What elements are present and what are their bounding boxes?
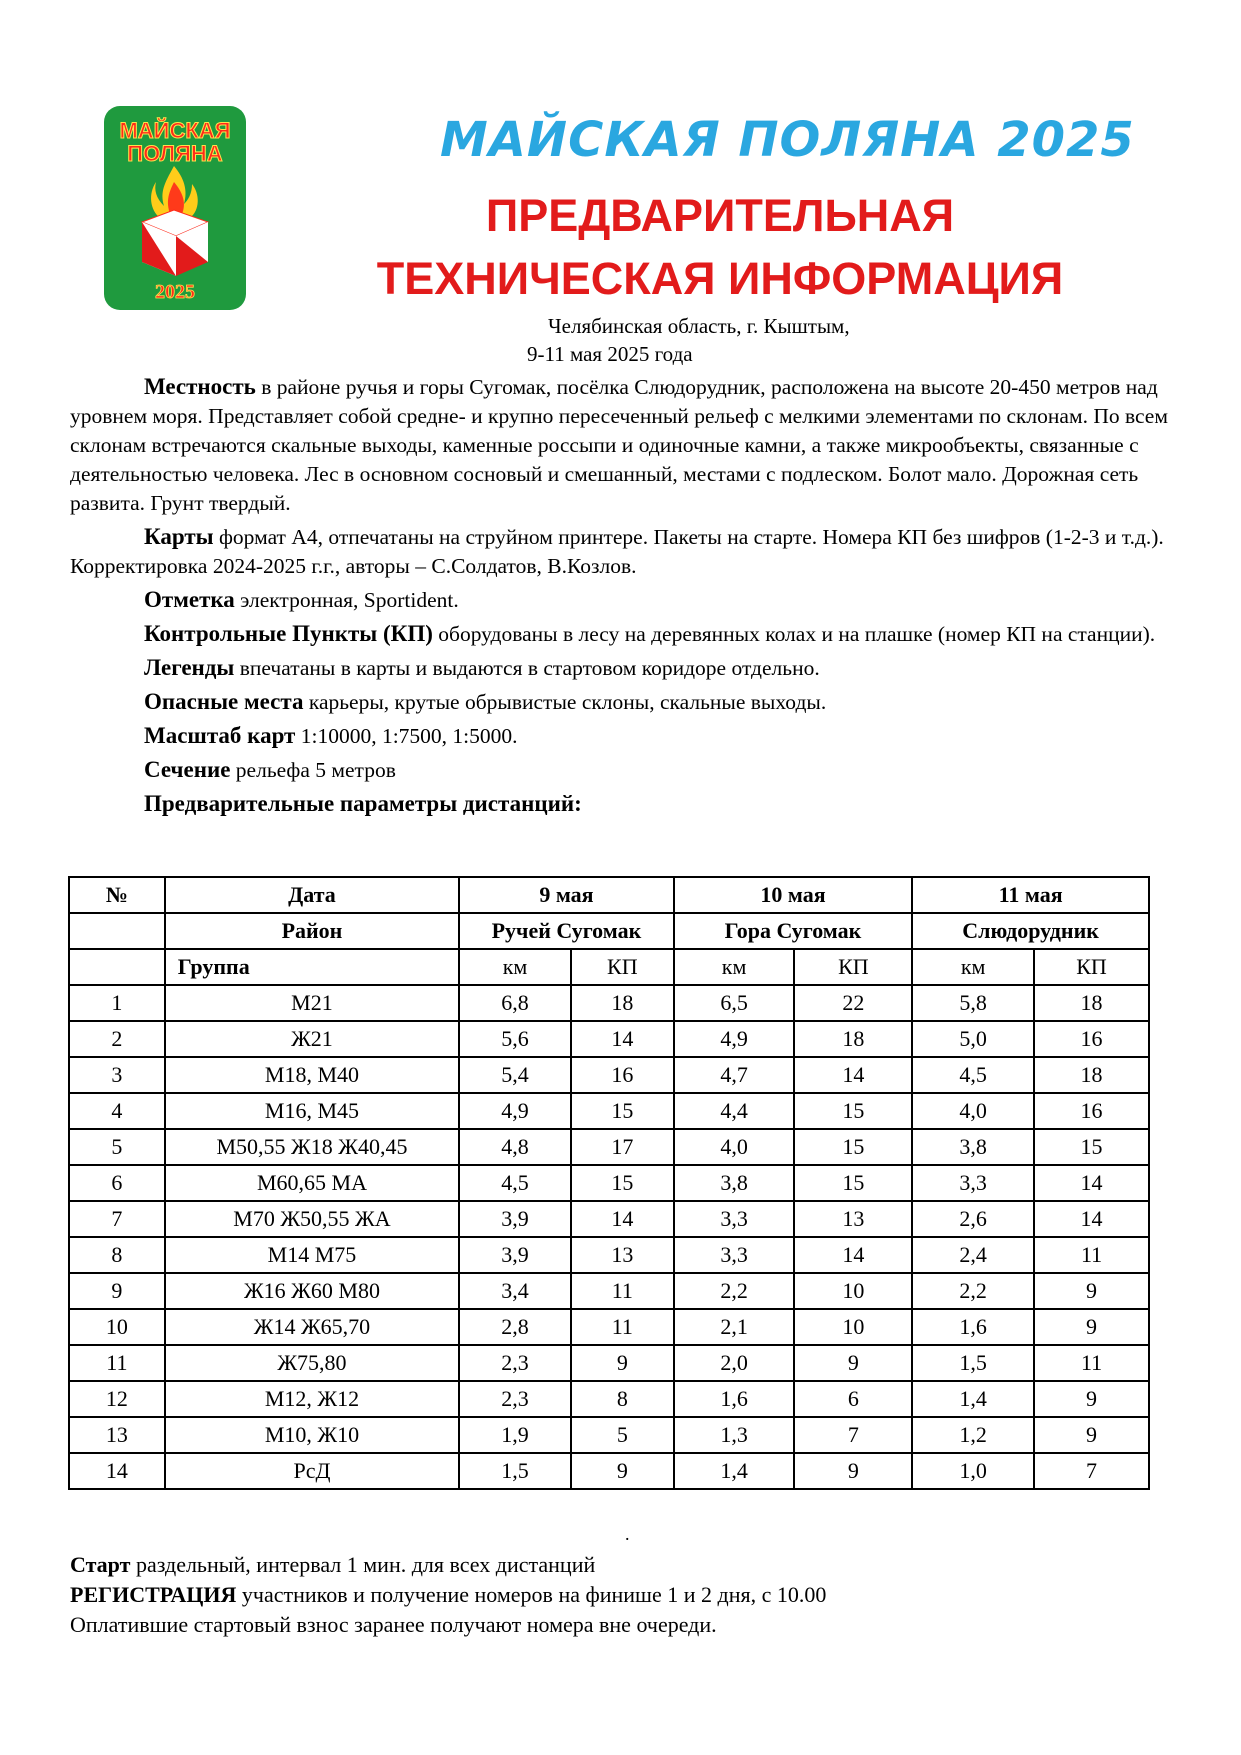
section-maps — [70, 522, 1182, 581]
row-group: М14 М75 — [165, 1237, 459, 1273]
header-no: № — [69, 877, 165, 913]
row-group: М18, М40 — [165, 1057, 459, 1093]
header-area: Район — [165, 913, 459, 949]
row-day1-kp: 13 — [571, 1237, 674, 1273]
row-day2-kp: 14 — [794, 1237, 912, 1273]
header-empty — [69, 949, 165, 985]
row-day2-km: 3,3 — [674, 1237, 795, 1273]
row-day1-kp: 17 — [571, 1129, 674, 1165]
row-day3-kp: 9 — [1034, 1273, 1149, 1309]
row-day3-kp: 18 — [1034, 985, 1149, 1021]
row-group: Ж21 — [165, 1021, 459, 1057]
table-body — [69, 985, 1149, 1489]
row-day2-kp: 13 — [794, 1201, 912, 1237]
table-row — [69, 1129, 1149, 1165]
row-day3-km: 5,0 — [912, 1021, 1034, 1057]
header-date: Дата — [165, 877, 459, 913]
section-text: оборудованы в лесу на деревянных колах и на плашке (номер КП на станции). — [432, 622, 1156, 646]
row-day2-kp: 9 — [794, 1345, 912, 1381]
section-label: Отметка — [144, 587, 235, 612]
row-day2-km: 4,4 — [674, 1093, 795, 1129]
row-day2-km: 1,3 — [674, 1417, 795, 1453]
logo-year: 2025 — [155, 281, 195, 303]
row-day2-km: 3,3 — [674, 1201, 795, 1237]
row-number: 7 — [69, 1201, 165, 1237]
row-day2-km: 6,5 — [674, 985, 795, 1021]
header-day2-area: Гора Сугомак — [674, 913, 913, 949]
section-text: электронная, Sportident. — [234, 588, 459, 612]
row-day3-kp: 16 — [1034, 1093, 1149, 1129]
logo-line1: МАЙСКАЯ — [119, 118, 231, 143]
section-label: Масштаб карт — [144, 723, 296, 748]
event-location: Челябинская область, г. Кыштым, — [548, 314, 850, 338]
row-day2-km: 4,9 — [674, 1021, 795, 1057]
row-number: 13 — [69, 1417, 165, 1453]
row-group: М50,55 Ж18 Ж40,45 — [165, 1129, 459, 1165]
doc-title-line1: ПРЕДВАРИТЕЛЬНАЯ — [485, 190, 955, 241]
row-day1-km: 6,8 — [459, 985, 571, 1021]
row-day3-kp: 16 — [1034, 1021, 1149, 1057]
row-day2-km: 4,0 — [674, 1129, 795, 1165]
row-day3-kp: 7 — [1034, 1453, 1149, 1489]
row-day2-kp: 18 — [794, 1021, 912, 1057]
row-group: Ж16 Ж60 М80 — [165, 1273, 459, 1309]
row-day2-kp: 15 — [794, 1165, 912, 1201]
section-text: рельефа 5 метров — [230, 758, 396, 782]
table-row — [69, 1237, 1149, 1273]
row-day1-kp: 16 — [571, 1057, 674, 1093]
row-number: 10 — [69, 1309, 165, 1345]
row-day1-kp: 11 — [571, 1309, 674, 1345]
section-label: Местность — [144, 374, 256, 399]
row-day3-kp: 14 — [1034, 1201, 1149, 1237]
row-day3-kp: 11 — [1034, 1237, 1149, 1273]
row-day3-kp: 9 — [1034, 1309, 1149, 1345]
row-day2-km: 2,1 — [674, 1309, 795, 1345]
row-day2-kp: 9 — [794, 1453, 912, 1489]
row-day1-kp: 9 — [571, 1453, 674, 1489]
row-number: 14 — [69, 1453, 165, 1489]
section-controls — [70, 619, 1182, 649]
row-day1-km: 1,9 — [459, 1417, 571, 1453]
table-row — [69, 1201, 1149, 1237]
table-header-row-units — [69, 949, 1149, 985]
row-day1-km: 3,4 — [459, 1273, 571, 1309]
row-day3-kp: 18 — [1034, 1057, 1149, 1093]
header-day2-kp: КП — [794, 949, 912, 985]
row-day3-km: 1,4 — [912, 1381, 1034, 1417]
row-day2-kp: 15 — [794, 1129, 912, 1165]
row-day2-km: 2,0 — [674, 1345, 795, 1381]
row-day3-km: 1,0 — [912, 1453, 1034, 1489]
row-day3-kp: 11 — [1034, 1345, 1149, 1381]
footer-info — [70, 1550, 1190, 1640]
section-label: Сечение — [144, 757, 231, 782]
row-group: Ж75,80 — [165, 1345, 459, 1381]
section-label: Карты — [144, 524, 214, 549]
start-line — [70, 1550, 1190, 1580]
row-day1-km: 5,6 — [459, 1021, 571, 1057]
row-day2-kp: 14 — [794, 1057, 912, 1093]
row-group: М16, М45 — [165, 1093, 459, 1129]
header-day1-date: 9 мая — [459, 877, 674, 913]
event-title: МАЙСКАЯ ПОЛЯНА 2025 — [440, 112, 1135, 168]
table-header-row-date — [69, 877, 1149, 913]
section-text: формат А4, отпечатаны на струйном принтере. Пакеты на старте. Номера КП без шифров (1-2-3 и т.д.). Корректировка 2024-2025 г.г., авторы – С.Солдатов, В.Козлов. — [70, 525, 1164, 578]
registration-line — [70, 1580, 1190, 1610]
row-day3-km: 4,0 — [912, 1093, 1034, 1129]
header-group: Группа — [165, 949, 459, 985]
table-row — [69, 1057, 1149, 1093]
row-day2-km: 1,6 — [674, 1381, 795, 1417]
row-day3-km: 5,8 — [912, 985, 1034, 1021]
header-day3-date: 11 мая — [912, 877, 1149, 913]
row-group: М70 Ж50,55 ЖА — [165, 1201, 459, 1237]
section-label: Контрольные Пункты (КП) — [144, 621, 433, 646]
section-text: 1:10000, 1:7500, 1:5000. — [295, 724, 518, 748]
row-day1-km: 2,3 — [459, 1345, 571, 1381]
registration-label: РЕГИСТРАЦИЯ — [70, 1582, 237, 1607]
row-day3-kp: 14 — [1034, 1165, 1149, 1201]
row-day3-km: 1,6 — [912, 1309, 1034, 1345]
row-day3-km: 4,5 — [912, 1057, 1034, 1093]
section-punching — [70, 585, 1182, 615]
table-row — [69, 1165, 1149, 1201]
row-day3-km: 2,6 — [912, 1201, 1034, 1237]
row-day1-kp: 14 — [571, 1021, 674, 1057]
row-number: 5 — [69, 1129, 165, 1165]
row-day1-kp: 5 — [571, 1417, 674, 1453]
row-day3-km: 2,4 — [912, 1237, 1034, 1273]
row-day3-kp: 9 — [1034, 1381, 1149, 1417]
logo-line2: ПОЛЯНА — [127, 141, 223, 166]
row-day2-kp: 10 — [794, 1273, 912, 1309]
row-day2-km: 2,2 — [674, 1273, 795, 1309]
row-number: 3 — [69, 1057, 165, 1093]
doc-title-line2: ТЕХНИЧЕСКАЯ ИНФОРМАЦИЯ — [376, 253, 1064, 304]
row-day1-kp: 18 — [571, 985, 674, 1021]
event-logo — [104, 106, 246, 310]
header-day3-area: Слюдорудник — [912, 913, 1149, 949]
row-day1-kp: 8 — [571, 1381, 674, 1417]
header-day1-km: км — [459, 949, 571, 985]
row-day3-kp: 15 — [1034, 1129, 1149, 1165]
row-day3-km: 3,3 — [912, 1165, 1034, 1201]
header-day2-km: км — [674, 949, 795, 985]
event-dates: 9-11 мая 2025 года — [527, 342, 693, 366]
row-day1-km: 1,5 — [459, 1453, 571, 1489]
section-scale — [70, 721, 1182, 751]
row-day1-kp: 15 — [571, 1165, 674, 1201]
info-body — [70, 372, 1182, 819]
table-row — [69, 1309, 1149, 1345]
row-day3-kp: 9 — [1034, 1417, 1149, 1453]
section-legends — [70, 653, 1182, 683]
row-number: 11 — [69, 1345, 165, 1381]
header-day3-km: км — [912, 949, 1034, 985]
header-day1-area: Ручей Сугомак — [459, 913, 674, 949]
section-label: Легенды — [144, 655, 235, 680]
section-text: в районе ручья и горы Сугомак, посёлка Слюдорудник, расположена на высоте 20-450 метров над уровнем моря. Представляет собой средне- и крупно пересеченный рельеф с мелкими элементами по склонам. По всем склонам встречаются скальные выходы, каменные россыпи и одиночные камни, а также микрообъекты, связанные с деятельностью человека. Лес в основном сосновый и смешанный, местами с подлеском. Болот мало. Дорожная сеть развита. Грунт твердый. — [70, 375, 1168, 515]
row-day3-km: 1,5 — [912, 1345, 1034, 1381]
row-day1-kp: 9 — [571, 1345, 674, 1381]
row-number: 4 — [69, 1093, 165, 1129]
header-day1-kp: КП — [571, 949, 674, 985]
row-day1-km: 4,9 — [459, 1093, 571, 1129]
section-terrain — [70, 372, 1182, 518]
start-label: Старт — [70, 1552, 131, 1577]
row-day2-kp: 15 — [794, 1093, 912, 1129]
table-row — [69, 985, 1149, 1021]
table-row — [69, 1381, 1149, 1417]
header-day2-date: 10 мая — [674, 877, 913, 913]
section-label: Опасные места — [144, 689, 304, 714]
section-text: впечатаны в карты и выдаются в стартовом коридоре отдельно. — [234, 656, 820, 680]
table-row — [69, 1273, 1149, 1309]
row-day1-km: 3,9 — [459, 1201, 571, 1237]
row-group: М12, Ж12 — [165, 1381, 459, 1417]
table-row — [69, 1345, 1149, 1381]
row-number: 8 — [69, 1237, 165, 1273]
row-day1-km: 4,8 — [459, 1129, 571, 1165]
table-row — [69, 1021, 1149, 1057]
row-day2-kp: 6 — [794, 1381, 912, 1417]
row-number: 1 — [69, 985, 165, 1021]
section-text: карьеры, крутые обрывистые склоны, скальные выходы. — [303, 690, 827, 714]
section-contours — [70, 755, 1182, 785]
table-row — [69, 1453, 1149, 1489]
row-day1-km: 2,3 — [459, 1381, 571, 1417]
row-number: 12 — [69, 1381, 165, 1417]
row-day3-km: 1,2 — [912, 1417, 1034, 1453]
row-day1-km: 5,4 — [459, 1057, 571, 1093]
row-day2-km: 1,4 — [674, 1453, 795, 1489]
section-dangers — [70, 687, 1182, 717]
row-day2-kp: 22 — [794, 985, 912, 1021]
section-courses-heading — [70, 789, 1182, 819]
row-day1-km: 2,8 — [459, 1309, 571, 1345]
row-group: РсД — [165, 1453, 459, 1489]
row-number: 6 — [69, 1165, 165, 1201]
row-day1-km: 4,5 — [459, 1165, 571, 1201]
row-group: М10, Ж10 — [165, 1417, 459, 1453]
section-label: Предварительные параметры дистанций: — [144, 791, 582, 816]
row-day2-kp: 7 — [794, 1417, 912, 1453]
row-number: 2 — [69, 1021, 165, 1057]
row-day3-km: 2,2 — [912, 1273, 1034, 1309]
table-row — [69, 1417, 1149, 1453]
row-day2-km: 4,7 — [674, 1057, 795, 1093]
row-day1-kp: 15 — [571, 1093, 674, 1129]
registration-text: участников и получение номеров на финише 1 и 2 дня, с 10.00 — [236, 1582, 827, 1607]
courses-table — [68, 876, 1150, 1490]
row-group: Ж14 Ж65,70 — [165, 1309, 459, 1345]
row-number: 9 — [69, 1273, 165, 1309]
start-text: раздельный, интервал 1 мин. для всех дистанций — [130, 1552, 596, 1577]
row-day1-km: 3,9 — [459, 1237, 571, 1273]
header-day3-kp: КП — [1034, 949, 1149, 985]
prepaid-line: Оплатившие стартовый взнос заранее получают номера вне очереди. — [70, 1612, 717, 1637]
row-day1-kp: 11 — [571, 1273, 674, 1309]
row-day3-km: 3,8 — [912, 1129, 1034, 1165]
row-day2-km: 3,8 — [674, 1165, 795, 1201]
stray-dot: . — [625, 1524, 630, 1544]
header-empty — [69, 913, 165, 949]
row-day1-kp: 14 — [571, 1201, 674, 1237]
row-day2-kp: 10 — [794, 1309, 912, 1345]
table-header-row-area — [69, 913, 1149, 949]
row-group: М60,65 МА — [165, 1165, 459, 1201]
row-group: М21 — [165, 985, 459, 1021]
table-row — [69, 1093, 1149, 1129]
